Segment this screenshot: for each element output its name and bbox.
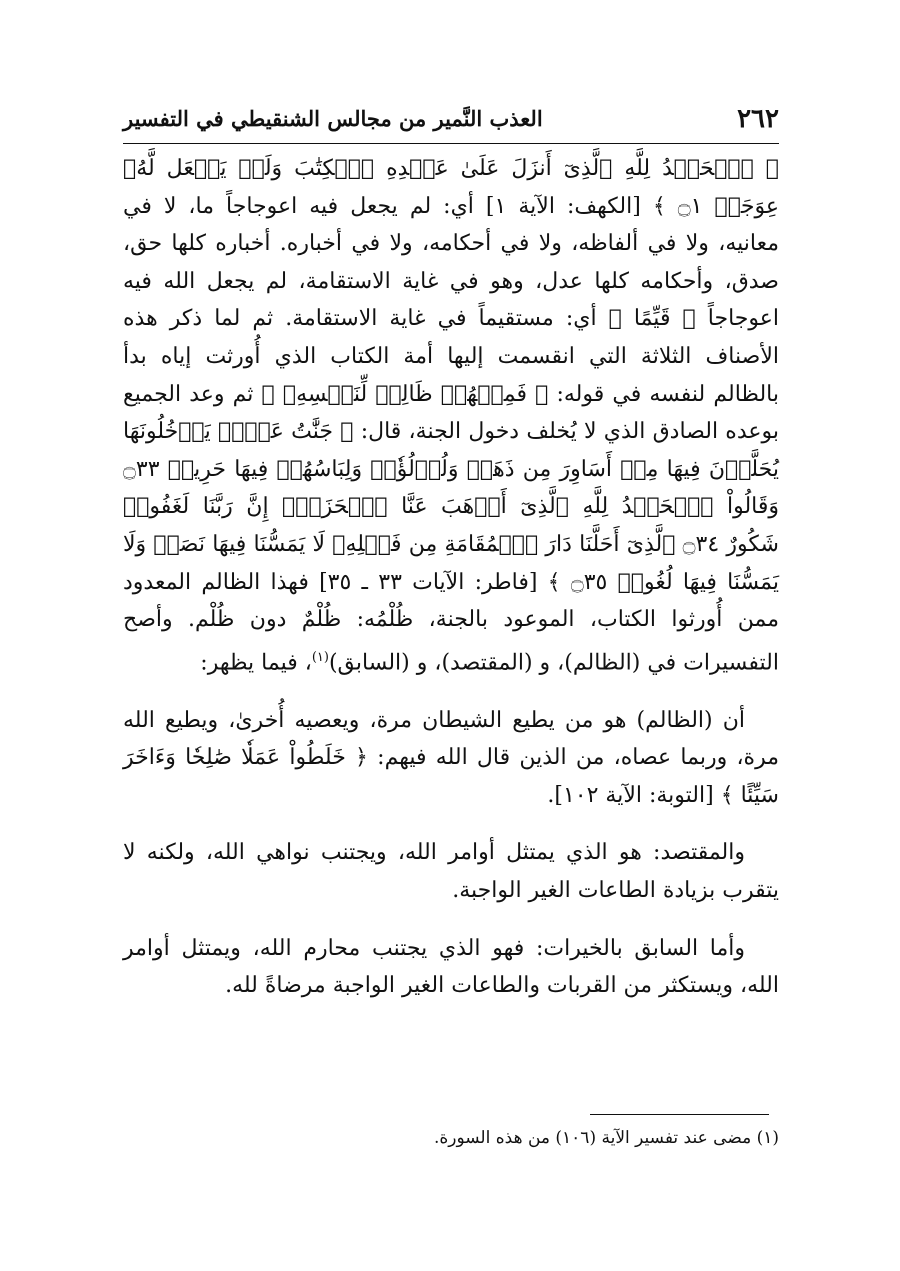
paragraph-1 [123, 150, 779, 682]
paragraph-2: أن (الظالم) هو من يطيع الشيطان مرة، ويعصيه أُخرىٰ، ويطيع الله مرة، وربما عصاه، من الذين قال الله فيهم: ﴿ خَلَطُواْ عَمَلٗا صَٰلِحٗا وَءَاخَرَ سَيِّئًا ﴾ [التوبة: الآية ١٠٢]. [123, 707, 779, 808]
paragraph-4: وأما السابق بالخيرات: فهو الذي يجتنب محارم الله، ويمتثل أوامر الله، ويستكثر من القربات والطاعات الغير الواجبة مرضاةً لله. [123, 935, 779, 999]
running-title: العذب النَّمير من مجالس الشنقيطي في التفسير [123, 106, 543, 131]
page-header [123, 100, 779, 140]
footnote: (١) مضى عند تفسير الآية (١٠٦) من هذه السورة. [433, 1128, 779, 1148]
paragraph-3: والمقتصد: هو الذي يمتثل أوامر الله، ويجتنب نواهي الله، ولكنه لا يتقرب بزيادة الطاعات الغير الواجبة. [123, 840, 779, 904]
paragraph-1-tail: ، فيما يظهر: [200, 650, 312, 676]
paragraph-1-text: ﴿ ٱلۡحَمۡدُ لِلَّهِ ٱلَّذِىٓ أَنزَلَ عَلَىٰ عَبۡدِهِ ٱلۡكِتَٰبَ وَلَمۡ يَجۡعَل لَّهُۥ عِوَجَاۜ ۝١ ﴾ [الكهف: الآية ١] أي: لم يجعل فيه اعوجاجاً ما، لا في معانيه، ولا في ألفاظه، ولا في أحكامه، ولا في أخباره. أخباره كلها حق، صدق، وأحكامه كلها عدل، وهو في غاية الاستقامة، لم يجعل الله فيه اعوجاجاً ﴿ قَيِّمًا ﴾ أي: مستقيماً في غاية الاستقامة. ثم لما ذكر هذه الأصناف الثلاثة التي انقسمت إليها أمة الكتاب الذي أُورثت إياه بدأ بالظالم لنفسه في قوله: ﴿ فَمِنۡهُمۡ ظَالِمٞ لِّنَفۡسِهِۦ ﴾ ثم وعد الجميع بوعده الصادق الذي لا يُخلف دخول الجنة، قال: ﴿ جَنَّٰتُ عَدۡنٖ يَدۡخُلُونَهَا يُحَلَّوۡنَ فِيهَا مِنۡ أَسَاوِرَ مِن ذَهَبٖ وَلُؤۡلُؤٗاۖ وَلِبَاسُهُمۡ فِيهَا حَرِيرٞ ۝٣٣ وَقَالُواْ ٱلۡحَمۡدُ لِلَّهِ ٱلَّذِىٓ أَذۡهَبَ عَنَّا ٱلۡحَزَنَۖ إِنَّ رَبَّنَا لَغَفُورٞ شَكُورٌ ۝٣٤ ٱلَّذِىٓ أَحَلَّنَا دَارَ ٱلۡمُقَامَةِ مِن فَضۡلِهِۦ لَا يَمَسُّنَا فِيهَا نَصَبٞ وَلَا يَمَسُّنَا فِيهَا لُغُوبٞ ۝٣٥ ﴾ [فاطر: الآيات ٣٣ ـ ٣٥] فهذا الظالم المعدود ممن أُورثوا الكتاب، الموعود بالجنة، ظُلْمُه: ظُلْمٌ دون ظُلْم. وأصح التفسيرات في (الظالم)، و (المقتصد)، و (السابق) [123, 156, 780, 676]
header-divider [123, 143, 779, 144]
main-text [123, 150, 779, 1025]
footnote-divider [590, 1114, 769, 1115]
footnote-reference: (١) [311, 649, 329, 665]
page-number: ٢٦٢ [737, 104, 779, 134]
